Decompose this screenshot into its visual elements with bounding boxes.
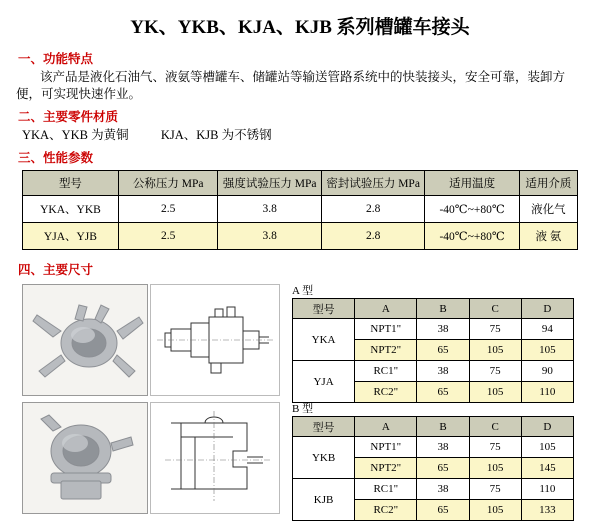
perf-header-strength-pressure: 强度试验压力 MPa (218, 171, 321, 196)
perf-r0-medium: 液化气 (519, 196, 577, 223)
table-row (293, 479, 574, 500)
perf-r0-model: YKA、YKB (23, 196, 119, 223)
perf-r0-nominal: 2.5 (118, 196, 218, 223)
page-title: YK、YKB、KJA、KJB 系列槽罐车接头 (130, 17, 470, 38)
performance-table (22, 170, 578, 250)
dima-g0-r0-d: 94 (521, 319, 573, 340)
dimb-header-a: A (355, 417, 417, 437)
table-row (23, 196, 578, 223)
dimb-g0-r0-d: 105 (521, 437, 573, 458)
type-b-label: B 型 (292, 403, 314, 415)
dima-g1-r1-b: 65 (417, 382, 469, 403)
dima-g0-r1-c: 105 (469, 340, 521, 361)
perf-r1-temp: -40℃~+80℃ (425, 223, 519, 250)
section-1-text: 该产品是液化石油气、液氨等槽罐车、储罐站等输送管路系统中的快装接头，安全可靠，装卸方便，可实现快速作业。 (16, 70, 566, 101)
table-row (293, 361, 574, 382)
dima-g1-r1-a: RC2" (355, 382, 417, 403)
dimb-g1-r0-d: 110 (521, 479, 573, 500)
dima-g0-r0-b: 38 (417, 319, 469, 340)
dima-g0-model: YKA (293, 319, 355, 361)
dima-g1-r1-d: 110 (521, 382, 573, 403)
dima-header-d: D (521, 299, 573, 319)
dimb-g0-r0-a: NPT1" (355, 437, 417, 458)
dimb-header-c: C (469, 417, 521, 437)
dimb-g0-r0-b: 38 (417, 437, 469, 458)
dimb-g0-r0-c: 75 (469, 437, 521, 458)
dimb-g0-r1-c: 105 (469, 458, 521, 479)
dima-g0-r0-c: 75 (469, 319, 521, 340)
dimension-table-a (292, 298, 574, 403)
perf-header-seal-pressure: 密封试验压力 MPa (321, 171, 424, 196)
dimb-g1-r0-b: 38 (417, 479, 469, 500)
table-row (293, 437, 574, 458)
dima-g0-r1-b: 65 (417, 340, 469, 361)
dimb-g1-r0-c: 75 (469, 479, 521, 500)
dima-header-b: B (417, 299, 469, 319)
perf-r1-nominal: 2.5 (118, 223, 218, 250)
dima-g1-r0-b: 38 (417, 361, 469, 382)
material-steel-text: KJA、KJB 为不锈钢 (160, 128, 272, 142)
dimb-g1-r1-c: 105 (469, 500, 521, 521)
dima-g0-r0-a: NPT1" (355, 319, 417, 340)
dimb-g0-r1-b: 65 (417, 458, 469, 479)
section-2-text (22, 127, 584, 144)
dimb-g0-r1-d: 145 (521, 458, 573, 479)
type-a-label: A 型 (292, 285, 314, 297)
table-header-row (293, 417, 574, 437)
perf-r1-model: YJA、YJB (23, 223, 119, 250)
dima-g1-r0-a: RC1" (355, 361, 417, 382)
dimb-g1-r1-d: 133 (521, 500, 573, 521)
material-brass-text: YKA、YKB 为黄铜 (22, 128, 129, 142)
dimensions-area (0, 284, 600, 516)
coupling-drawing-type-b (150, 402, 280, 514)
perf-r1-seal: 2.8 (321, 223, 424, 250)
table-header-row (293, 299, 574, 319)
dimb-header-model: 型号 (293, 417, 355, 437)
perf-r0-strength: 3.8 (218, 196, 321, 223)
table-row (23, 223, 578, 250)
dimb-g1-r0-a: RC1" (355, 479, 417, 500)
perf-header-temperature: 适用温度 (425, 171, 519, 196)
coupling-photo-bottom (22, 402, 148, 514)
dima-header-c: C (469, 299, 521, 319)
dima-header-a: A (355, 299, 417, 319)
section-2-heading: 二、主要零件材质 (18, 110, 119, 124)
dimension-table-b (292, 416, 574, 521)
dimb-g0-r1-a: NPT2" (355, 458, 417, 479)
dima-g1-r0-c: 75 (469, 361, 521, 382)
perf-r1-strength: 3.8 (218, 223, 321, 250)
perf-header-model: 型号 (23, 171, 119, 196)
perf-r0-seal: 2.8 (321, 196, 424, 223)
dimb-g0-model: YKB (293, 437, 355, 479)
dima-g0-r1-d: 105 (521, 340, 573, 361)
perf-r0-temp: -40℃~+80℃ (425, 196, 519, 223)
dima-g1-r0-d: 90 (521, 361, 573, 382)
section-3-heading: 三、性能参数 (18, 151, 94, 165)
dima-g1-r1-c: 105 (469, 382, 521, 403)
dimb-g1-r1-a: RC2" (355, 500, 417, 521)
perf-header-medium: 适用介质 (519, 171, 577, 196)
coupling-drawing-type-a (150, 284, 280, 396)
section-4-heading: 四、主要尺寸 (18, 263, 94, 277)
dimb-g1-model: KJB (293, 479, 355, 521)
dimb-header-b: B (417, 417, 469, 437)
table-row (293, 319, 574, 340)
dima-g1-model: YJA (293, 361, 355, 403)
coupling-photo-top (22, 284, 148, 396)
table-header-row (23, 171, 578, 196)
dima-g0-r1-a: NPT2" (355, 340, 417, 361)
dima-header-model: 型号 (293, 299, 355, 319)
perf-header-nominal-pressure: 公称压力 MPa (118, 171, 218, 196)
dimb-g1-r1-b: 65 (417, 500, 469, 521)
section-1-heading: 一、功能特点 (18, 52, 94, 66)
dimb-header-d: D (521, 417, 573, 437)
perf-r1-medium: 液 氨 (519, 223, 577, 250)
